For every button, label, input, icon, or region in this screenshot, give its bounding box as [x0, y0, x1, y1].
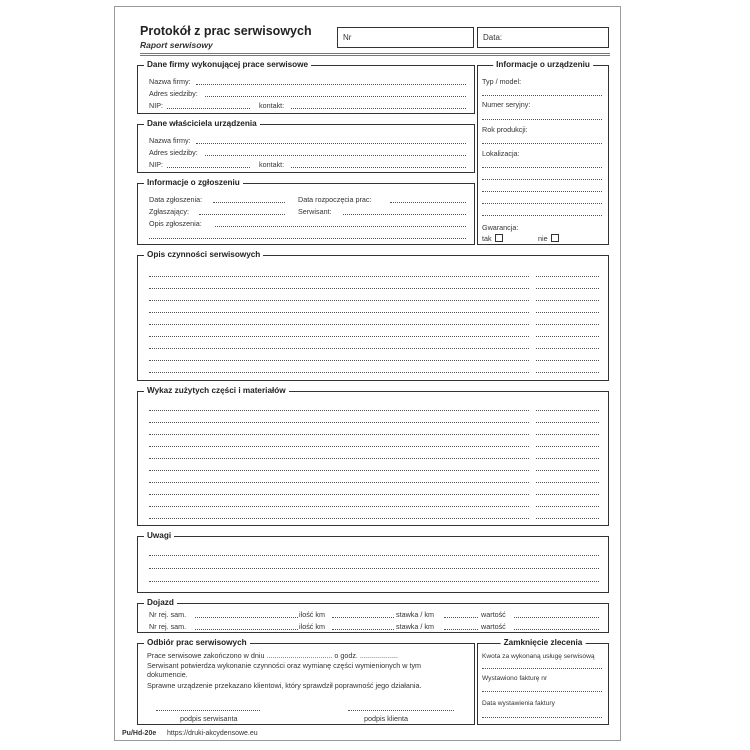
rate-field[interactable] — [444, 629, 478, 630]
rate-label: stawka / km — [396, 622, 434, 631]
report-date-field[interactable] — [213, 202, 285, 203]
header-rule — [140, 53, 610, 54]
closing-legend: Zamknięcie zlecenia — [501, 637, 586, 649]
start-date-label: Data rozpoczęcia prac: — [298, 195, 372, 204]
header-rule — [140, 55, 610, 56]
description-line[interactable] — [149, 276, 529, 277]
parts-section — [137, 386, 609, 526]
description-line[interactable] — [149, 494, 529, 495]
report-description-field[interactable] — [215, 226, 466, 227]
description-line[interactable] — [149, 336, 529, 337]
technician-signature-label: podpis serwisanta — [180, 714, 238, 723]
plate-field[interactable] — [195, 629, 298, 630]
acceptance-legend: Odbiór prac serwisowych — [144, 637, 250, 649]
reporter-field[interactable] — [199, 214, 285, 215]
device-section — [477, 60, 609, 245]
date-label: Data: — [483, 33, 503, 42]
device-type-label: Typ / model: — [482, 77, 522, 86]
form-code: Pu/Hd-20e — [122, 730, 157, 737]
description-line[interactable] — [149, 482, 529, 483]
amount-line[interactable] — [536, 446, 599, 447]
description-line[interactable] — [149, 446, 529, 447]
value-field[interactable] — [514, 617, 599, 618]
invoice-date-field[interactable] — [482, 717, 602, 718]
value-label: wartość — [481, 610, 506, 619]
description-line[interactable] — [149, 348, 529, 349]
report-legend: Informacje o zgłoszeniu — [144, 177, 243, 189]
value-field[interactable] — [514, 629, 599, 630]
travel-row — [138, 622, 608, 633]
plate-label: Nr rej. sam. — [149, 610, 187, 619]
amount-label: Kwota za wykonaną usługę serwisową — [482, 653, 595, 660]
closing-section — [477, 638, 609, 725]
start-date-field[interactable] — [390, 202, 466, 203]
amount-line[interactable] — [536, 348, 599, 349]
amount-line[interactable] — [536, 324, 599, 325]
report-section — [137, 178, 475, 245]
owner-contact-field[interactable] — [291, 167, 466, 168]
nr-label: Nr — [343, 33, 352, 42]
amount-line[interactable] — [536, 276, 599, 277]
amount-line[interactable] — [536, 410, 599, 411]
confirmation-text: Serwisant potwierdza wykonanie czynności oraz wymianę części wymienionych w tym — [147, 661, 422, 670]
owner-name-label: Nazwa firmy: — [149, 136, 191, 145]
description-line[interactable] — [149, 470, 529, 471]
report-description-label: Opis zgłoszenia: — [149, 219, 202, 228]
amount-line[interactable] — [536, 518, 599, 519]
description-line[interactable] — [149, 506, 529, 507]
invoice-field[interactable] — [482, 691, 602, 692]
company-contact-field[interactable] — [291, 108, 466, 109]
form-page — [114, 6, 621, 741]
amount-field[interactable] — [482, 668, 602, 669]
notes-section — [137, 531, 609, 593]
amount-line[interactable] — [536, 372, 599, 373]
km-field[interactable] — [332, 629, 394, 630]
notes-legend: Uwagi — [144, 530, 174, 542]
date-field[interactable] — [477, 27, 609, 48]
amount-line[interactable] — [536, 360, 599, 361]
owner-section — [137, 119, 475, 173]
device-legend: Informacje o urządzeniu — [493, 59, 593, 71]
description-line[interactable] — [149, 312, 529, 313]
warranty-label: Gwarancja: — [482, 223, 519, 232]
technician-signature-field[interactable] — [156, 710, 260, 711]
description-line[interactable] — [149, 434, 529, 435]
company-legend: Dane firmy wykonującej prace serwisowe — [144, 59, 311, 71]
owner-nip-label: NIP: — [149, 160, 163, 169]
owner-nip-field[interactable] — [167, 167, 250, 168]
description-line[interactable] — [149, 518, 529, 519]
amount-line[interactable] — [536, 336, 599, 337]
handover-text: Sprawne urządzenie przekazano klientowi, który sprawdził poprawność jego działania. — [147, 681, 422, 690]
client-signature-field[interactable] — [348, 710, 454, 711]
invoice-label: Wystawiono fakturę nr — [482, 675, 548, 682]
warranty-no-checkbox[interactable] — [551, 234, 559, 242]
warranty-no[interactable] — [538, 234, 559, 243]
description-line[interactable] — [149, 458, 529, 459]
year-label: Rok produkcji: — [482, 125, 528, 134]
warranty-yes-checkbox[interactable] — [495, 234, 503, 242]
amount-line[interactable] — [536, 470, 599, 471]
description-line[interactable] — [149, 360, 529, 361]
technician-label: Serwisant: — [298, 207, 332, 216]
activities-legend: Opis czynności serwisowych — [144, 249, 263, 261]
location-field[interactable] — [482, 191, 602, 192]
company-contact-label: kontakt: — [259, 101, 285, 110]
km-label: ilość km — [299, 610, 325, 619]
travel-section — [137, 598, 609, 633]
confirmation-text-cont: dokumencie. — [147, 670, 188, 679]
client-signature-label: podpis klienta — [364, 714, 408, 723]
travel-legend: Dojazd — [144, 597, 177, 609]
description-line[interactable] — [149, 300, 529, 301]
location-field[interactable] — [482, 203, 602, 204]
value-label: wartość — [481, 622, 506, 631]
company-name-field[interactable] — [196, 84, 466, 85]
amount-line[interactable] — [536, 458, 599, 459]
company-address-label: Adres siedziby: — [149, 89, 198, 98]
reporter-label: Zgłaszający: — [149, 207, 189, 216]
company-nip-label: NIP: — [149, 101, 163, 110]
company-section — [137, 60, 475, 114]
amount-line[interactable] — [536, 288, 599, 289]
activities-section — [137, 250, 609, 381]
company-nip-field[interactable] — [167, 108, 250, 109]
footer-url[interactable]: https://druki-akcydensowe.eu — [167, 730, 258, 737]
amount-line[interactable] — [536, 506, 599, 507]
rate-label: stawka / km — [396, 610, 434, 619]
description-line[interactable] — [149, 422, 529, 423]
company-address-field[interactable] — [205, 96, 466, 97]
description-line[interactable] — [149, 372, 529, 373]
location-field[interactable] — [482, 215, 602, 216]
serial-field[interactable] — [482, 119, 602, 120]
km-field[interactable] — [332, 617, 394, 618]
warranty-yes[interactable] — [482, 234, 503, 243]
amount-line[interactable] — [536, 422, 599, 423]
report-date-label: Data zgłoszenia: — [149, 195, 203, 204]
owner-address-field[interactable] — [205, 155, 466, 156]
plate-field[interactable] — [195, 617, 298, 618]
travel-row — [138, 610, 608, 621]
acceptance-section — [137, 638, 475, 725]
notes-line[interactable] — [149, 555, 599, 556]
report-description-field[interactable] — [149, 238, 466, 239]
invoice-date-label: Data wystawienia faktury — [482, 700, 555, 707]
location-label: Lokalizacja: — [482, 149, 520, 158]
technician-field[interactable] — [343, 214, 466, 215]
location-field[interactable] — [482, 167, 602, 168]
completion-text: Prace serwisowe zakończono w dniu ................................. o godz. ................... — [147, 651, 398, 660]
km-label: ilość km — [299, 622, 325, 631]
owner-name-field[interactable] — [196, 143, 466, 144]
amount-line[interactable] — [536, 494, 599, 495]
rate-field[interactable] — [444, 617, 478, 618]
notes-line[interactable] — [149, 568, 599, 569]
owner-address-label: Adres siedziby: — [149, 148, 198, 157]
nr-field[interactable] — [337, 27, 474, 48]
parts-legend: Wykaz zużytych części i materiałów — [144, 385, 289, 397]
amount-line[interactable] — [536, 300, 599, 301]
serial-label: Numer seryjny: — [482, 100, 531, 109]
description-line[interactable] — [149, 410, 529, 411]
page-title: Protokół z prac serwisowych — [140, 24, 312, 38]
amount-line[interactable] — [536, 312, 599, 313]
owner-contact-label: kontakt: — [259, 160, 285, 169]
owner-legend: Dane właściciela urządzenia — [144, 118, 260, 130]
warranty-no-label: nie — [538, 234, 548, 243]
plate-label: Nr rej. sam. — [149, 622, 187, 631]
notes-line[interactable] — [149, 581, 599, 582]
year-field[interactable] — [482, 143, 602, 144]
page-subtitle: Raport serwisowy — [140, 40, 213, 50]
amount-line[interactable] — [536, 434, 599, 435]
company-name-label: Nazwa firmy: — [149, 77, 191, 86]
amount-line[interactable] — [536, 482, 599, 483]
location-field[interactable] — [482, 179, 602, 180]
description-line[interactable] — [149, 324, 529, 325]
device-type-field[interactable] — [482, 95, 602, 96]
description-line[interactable] — [149, 288, 529, 289]
warranty-yes-label: tak — [482, 234, 492, 243]
